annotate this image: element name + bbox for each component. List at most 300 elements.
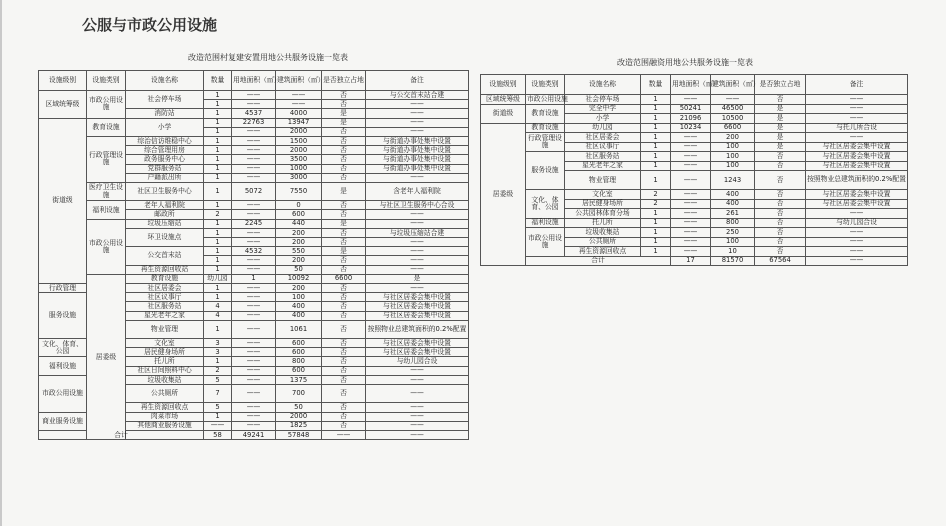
table-header-row [481, 75, 908, 95]
table-cell: 700 [276, 385, 322, 403]
table-cell: 10 [711, 247, 755, 257]
table-cell: 400 [276, 302, 322, 311]
table-cell: 6600 [322, 274, 366, 283]
table-cell: 100 [711, 152, 755, 162]
table-cell: 10234 [671, 123, 711, 133]
table-cell: 市政公用设施 [526, 228, 565, 257]
column-header: 设施类别 [87, 71, 126, 91]
table-row [39, 274, 469, 283]
table-cell: —— [366, 412, 469, 421]
table-cell: 1 [204, 320, 232, 338]
table-cell: 600 [276, 366, 322, 375]
table-cell: 公共厕所 [565, 237, 641, 247]
column-header: 备注 [366, 71, 469, 91]
table-cell: 与社区居委会集中设置 [366, 311, 469, 320]
table-cell: 58 [204, 430, 232, 439]
table-cell: 户籍派出所 [126, 173, 204, 182]
table-cell: 2 [641, 199, 671, 209]
table-cell: 17 [671, 256, 711, 266]
column-header: 设施级别 [481, 75, 526, 95]
table-cell: —— [806, 237, 908, 247]
table-cell: 与街道办事处集中设置 [366, 155, 469, 164]
table-cell: 与街道办事处集中设置 [366, 136, 469, 145]
table-cell: 教育设施 [526, 104, 565, 123]
table-row [481, 104, 908, 114]
table-cell: 1 [641, 104, 671, 114]
page-title: 公服与市政公用设施 [82, 16, 218, 34]
table-cell: —— [232, 210, 276, 219]
total-row [481, 256, 908, 266]
table-cell: —— [671, 142, 711, 152]
table-cell: 1 [204, 219, 232, 228]
table-cell: 党群服务站 [126, 164, 204, 173]
table-cell: 否 [322, 127, 366, 136]
table-cell: 与社区居委会集中设置 [366, 339, 469, 348]
table-cell: 1825 [276, 421, 322, 430]
table-row [481, 190, 908, 200]
table-cell: 1 [204, 247, 232, 256]
table-cell: —— [806, 133, 908, 143]
column-header: 是否独立占地 [755, 75, 806, 95]
table-cell: —— [232, 339, 276, 348]
table-cell: 社会停车场 [126, 91, 204, 109]
table-cell: 600 [276, 210, 322, 219]
table-cell: 区域统筹级 [39, 91, 87, 119]
table-cell: 街道级 [39, 118, 87, 283]
table-cell: 2 [204, 366, 232, 375]
table-cell: 否 [322, 265, 366, 274]
table-cell: 垃圾收集站 [565, 228, 641, 238]
table-cell: 合计 [526, 256, 671, 266]
table-cell: 市政公用设施 [39, 375, 87, 412]
column-header: 数量 [641, 75, 671, 95]
table-cell: 否 [322, 375, 366, 384]
table-cell: 4000 [276, 109, 322, 118]
table-cell: —— [671, 209, 711, 219]
table-cell: 否 [322, 91, 366, 100]
table-cell: —— [232, 375, 276, 384]
table-cell: 合计 [39, 430, 204, 439]
table-cell: —— [232, 238, 276, 247]
table-cell: —— [366, 109, 469, 118]
table-cell: —— [366, 283, 469, 292]
table-cell: 67564 [755, 256, 806, 266]
table-cell: 1 [204, 109, 232, 118]
table-cell: —— [276, 100, 322, 109]
table-cell: 综合管理用房 [126, 146, 204, 155]
table-cell: —— [366, 127, 469, 136]
table-cell: —— [366, 238, 469, 247]
table-row [39, 182, 469, 191]
table-cell: 区域统筹级 [481, 95, 526, 105]
table-cell: —— [232, 320, 276, 338]
table-cell: 否 [755, 190, 806, 200]
table-cell: 1 [641, 228, 671, 238]
table-cell: 行政管理设施 [526, 133, 565, 152]
table-cell: 2245 [232, 219, 276, 228]
table-cell: 1 [641, 133, 671, 143]
table-cell: 与社区居委会集中设置 [366, 348, 469, 357]
table-cell: 是 [755, 123, 806, 133]
table-cell: 是 [755, 114, 806, 124]
column-header: 用地面积（㎡） [232, 71, 276, 91]
table-cell: 社区议事厅 [565, 142, 641, 152]
table-cell: 10092 [276, 274, 322, 283]
table-cell: —— [366, 385, 469, 403]
table-cell: 50 [276, 265, 322, 274]
table-cell: 幼儿园 [565, 123, 641, 133]
table-cell: 教育设施 [87, 118, 126, 136]
table-cell: —— [671, 228, 711, 238]
table-cell: —— [366, 366, 469, 375]
table-cell: 否 [322, 256, 366, 265]
table-cell: 是 [366, 274, 469, 283]
table-cell: 是 [755, 133, 806, 143]
table-cell: 100 [711, 161, 755, 171]
table-cell: —— [806, 114, 908, 124]
table-cell: —— [711, 95, 755, 105]
column-header: 建筑面积（㎡） [276, 71, 322, 91]
table-cell: 1 [204, 201, 232, 210]
table-cell: 否 [755, 209, 806, 219]
table-cell: 社区服务站 [126, 302, 204, 311]
table-cell: —— [232, 421, 276, 430]
table-cell: 1 [204, 265, 232, 274]
table-cell: 行政管理设施 [87, 136, 126, 182]
table-cell: 7 [204, 385, 232, 403]
table-cell: —— [671, 190, 711, 200]
table-cell: 200 [276, 256, 322, 265]
table-cell: —— [671, 95, 711, 105]
table-cell: —— [366, 100, 469, 109]
table-cell: —— [232, 256, 276, 265]
table-cell: 是 [322, 182, 366, 200]
table-cell: —— [232, 146, 276, 155]
table-cell: 小学 [565, 114, 641, 124]
table-cell: 小学 [126, 118, 204, 136]
table-cell: 1 [204, 146, 232, 155]
table-cell: 否 [322, 412, 366, 421]
table-cell: —— [232, 127, 276, 136]
left-table-title: 改造范围村复建安置用地公共服务设施一览表 [188, 53, 348, 62]
table-cell: 3 [204, 339, 232, 348]
table-cell: 否 [755, 218, 806, 228]
table-cell: 是 [755, 104, 806, 114]
table-cell: 肉菜市场 [126, 412, 204, 421]
table-cell: 200 [276, 228, 322, 237]
table-cell: —— [671, 171, 711, 190]
column-header: 设施级别 [39, 71, 87, 91]
table-cell: 幼儿园 [204, 274, 232, 283]
table-cell: 否 [755, 228, 806, 238]
table-cell: 100 [276, 293, 322, 302]
table-cell: 与社区居委会集中设置 [366, 302, 469, 311]
table-cell: —— [806, 95, 908, 105]
table-cell: 否 [755, 247, 806, 257]
table-cell: —— [806, 256, 908, 266]
table-cell: —— [806, 228, 908, 238]
table-cell: 物业管理 [126, 320, 204, 338]
table-cell: 3 [204, 348, 232, 357]
table-cell: 1 [204, 293, 232, 302]
table-cell: 社区卫生服务中心 [126, 182, 204, 200]
table-cell: —— [232, 293, 276, 302]
table-cell: 是 [322, 219, 366, 228]
table-cell: 49241 [232, 430, 276, 439]
table-cell: 否 [322, 210, 366, 219]
table-cell: 再生资源回收站 [126, 265, 204, 274]
table-cell: 1061 [276, 320, 322, 338]
table-cell: 13947 [276, 118, 322, 127]
table-cell: 1375 [276, 375, 322, 384]
table-cell: 200 [276, 238, 322, 247]
table-cell: —— [204, 421, 232, 430]
table-cell: 250 [711, 228, 755, 238]
table-cell: 1 [232, 274, 276, 283]
table-cell: —— [366, 210, 469, 219]
table-cell: 否 [322, 201, 366, 210]
table-cell: 81570 [711, 256, 755, 266]
table-cell: 2000 [276, 146, 322, 155]
table-cell: 教育设施 [526, 123, 565, 133]
table-cell: —— [366, 421, 469, 430]
table-cell: 否 [755, 199, 806, 209]
table-cell: —— [232, 403, 276, 412]
table-cell: 文化室 [565, 190, 641, 200]
table-cell: 否 [322, 136, 366, 145]
table-cell: 福利设施 [87, 201, 126, 219]
table-cell: 商业服务设施 [39, 412, 87, 430]
table-cell: 社区居委会 [565, 133, 641, 143]
table-cell: —— [366, 118, 469, 127]
table-cell: 垃圾压缩站 [126, 219, 204, 228]
table-cell: —— [232, 100, 276, 109]
table-cell: 10500 [711, 114, 755, 124]
table-cell: —— [671, 218, 711, 228]
table-cell: 4532 [232, 247, 276, 256]
table-cell: —— [366, 173, 469, 182]
table-cell: 环卫设施点 [126, 228, 204, 246]
table-row [39, 118, 469, 127]
table-cell: 否 [755, 237, 806, 247]
table-cell: 否 [322, 421, 366, 430]
table-cell: —— [671, 161, 711, 171]
table-cell: 托儿所 [126, 357, 204, 366]
table-cell: 1 [641, 247, 671, 257]
table-cell: 550 [276, 247, 322, 256]
table-cell: 1 [641, 142, 671, 152]
column-header: 设施名称 [565, 75, 641, 95]
table-cell: 综治信访维稳中心 [126, 136, 204, 145]
table-cell: 2000 [276, 127, 322, 136]
table-cell: 公交首末站 [126, 247, 204, 265]
table-cell: 1 [641, 95, 671, 105]
table-cell: 市政公用设施 [87, 91, 126, 119]
table-cell: 与公交首末站合建 [366, 91, 469, 100]
table-cell: 服务设施 [526, 152, 565, 190]
table-cell: 200 [711, 133, 755, 143]
table-row [39, 201, 469, 210]
table-cell: 社区居委会 [126, 283, 204, 292]
table-cell: 教育设施 [126, 274, 204, 283]
table-cell: 200 [276, 283, 322, 292]
table-cell: 21096 [671, 114, 711, 124]
table-row [481, 152, 908, 162]
table-cell: 440 [276, 219, 322, 228]
table-cell: —— [232, 283, 276, 292]
table-cell: —— [232, 265, 276, 274]
table-cell: 是 [755, 142, 806, 152]
table-cell: 福利设施 [39, 357, 87, 375]
table-cell: 否 [322, 228, 366, 237]
table-cell: 公共园林体育分场 [565, 209, 641, 219]
table-cell: 400 [711, 199, 755, 209]
table-row [39, 91, 469, 100]
table-cell: 1 [204, 256, 232, 265]
table-cell: 再生资源回收点 [565, 247, 641, 257]
table-cell: 居委级 [87, 274, 126, 439]
table-cell: 1 [204, 155, 232, 164]
table-cell: 与街道办事处集中设置 [366, 146, 469, 155]
table-cell: —— [322, 430, 366, 439]
table-cell: 按照物业总建筑面积的0.2%配置 [806, 171, 908, 190]
table-cell: —— [671, 199, 711, 209]
table-cell: 福利设施 [526, 218, 565, 228]
table-cell: 否 [322, 385, 366, 403]
table-cell: 100 [711, 237, 755, 247]
table-cell: —— [232, 412, 276, 421]
table-cell: 100 [711, 142, 755, 152]
table-cell: 否 [322, 366, 366, 375]
column-header: 设施类别 [526, 75, 565, 95]
table-cell: 否 [322, 403, 366, 412]
table-cell: —— [232, 228, 276, 237]
table-cell: —— [806, 209, 908, 219]
table-cell: 社区服务站 [565, 152, 641, 162]
table-cell: 消防站 [126, 109, 204, 118]
table-cell: 星光老年之家 [565, 161, 641, 171]
right-facilities-table [480, 74, 908, 266]
table-cell: 与幼儿园合设 [366, 357, 469, 366]
table-cell: 1 [204, 136, 232, 145]
table-cell: 261 [711, 209, 755, 219]
table-cell: 否 [755, 171, 806, 190]
table-cell: 否 [755, 95, 806, 105]
table-cell: —— [671, 247, 711, 257]
table-cell: 2 [204, 210, 232, 219]
table-cell: 1 [641, 152, 671, 162]
table-cell: 社会停车场 [565, 95, 641, 105]
table-cell: 1243 [711, 171, 755, 190]
table-cell: 1 [204, 357, 232, 366]
table-cell: 市政公用设施 [87, 219, 126, 274]
table-cell: —— [366, 219, 469, 228]
table-cell: 含老年人福利院 [366, 182, 469, 200]
table-cell: 1 [641, 123, 671, 133]
table-cell: 与社区居委会集中设置 [366, 293, 469, 302]
table-cell: —— [232, 302, 276, 311]
table-cell: —— [232, 136, 276, 145]
table-cell: 46500 [711, 104, 755, 114]
table-cell: 社区议事厅 [126, 293, 204, 302]
table-cell: 市政公用设施 [527, 94, 568, 103]
table-cell: 1 [204, 283, 232, 292]
table-cell: —— [232, 366, 276, 375]
left-facilities-table [38, 70, 469, 440]
table-cell: 1 [641, 209, 671, 219]
table-row [39, 136, 469, 145]
table-cell: 否 [322, 302, 366, 311]
table-cell: 1 [204, 164, 232, 173]
table-cell: 3000 [276, 173, 322, 182]
table-cell: 否 [322, 357, 366, 366]
column-header: 建筑面积（㎡） [711, 75, 755, 95]
table-cell: 社区日间照料中心 [126, 366, 204, 375]
table-cell: —— [366, 403, 469, 412]
table-cell: 2 [641, 190, 671, 200]
table-cell: —— [806, 247, 908, 257]
table-cell: 垃圾收集站 [126, 375, 204, 384]
table-row [481, 218, 908, 228]
table-row [481, 133, 908, 143]
table-cell: 57848 [276, 430, 322, 439]
table-cell: —— [366, 375, 469, 384]
table-cell: 与街道办事处集中设置 [366, 164, 469, 173]
column-header: 数量 [204, 71, 232, 91]
table-cell: 4 [204, 302, 232, 311]
table-cell: 邮政所 [126, 210, 204, 219]
table-cell: 1 [204, 173, 232, 182]
table-cell: 5 [204, 375, 232, 384]
table-cell: 2000 [276, 412, 322, 421]
table-cell: 按照物业总建筑面积的0.2%配置 [366, 320, 469, 338]
table-cell: —— [232, 91, 276, 100]
table-cell: 与社区居委会集中设置 [806, 142, 908, 152]
table-cell: 否 [322, 238, 366, 247]
table-cell: 5072 [232, 182, 276, 200]
table-cell: 1 [204, 182, 232, 200]
table-cell: 400 [276, 311, 322, 320]
table-row [481, 228, 908, 238]
table-cell: 1 [204, 100, 232, 109]
table-cell: 800 [711, 218, 755, 228]
table-cell: 再生资源回收点 [126, 403, 204, 412]
table-cell: 是 [322, 118, 366, 127]
table-cell: 4537 [232, 109, 276, 118]
table-cell: 1 [641, 218, 671, 228]
table-cell: —— [232, 311, 276, 320]
table-cell: 否 [322, 293, 366, 302]
table-cell: 与社区居委会集中设置 [806, 190, 908, 200]
table-cell: —— [366, 256, 469, 265]
table-cell: 600 [276, 339, 322, 348]
table-cell: 1 [641, 171, 671, 190]
table-cell: 1 [641, 237, 671, 247]
table-cell: —— [232, 357, 276, 366]
table-cell: 老年人福利院 [126, 201, 204, 210]
table-cell: 公共厕所 [126, 385, 204, 403]
table-cell: —— [276, 91, 322, 100]
table-cell: 6600 [711, 123, 755, 133]
table-cell: 物业管理 [565, 171, 641, 190]
table-cell: 政务服务中心 [126, 155, 204, 164]
table-cell: —— [671, 237, 711, 247]
table-cell: 1 [641, 114, 671, 124]
table-cell: 1 [204, 238, 232, 247]
table-cell: 800 [276, 357, 322, 366]
table-cell: 与幼儿园合设 [806, 218, 908, 228]
table-cell: —— [232, 348, 276, 357]
